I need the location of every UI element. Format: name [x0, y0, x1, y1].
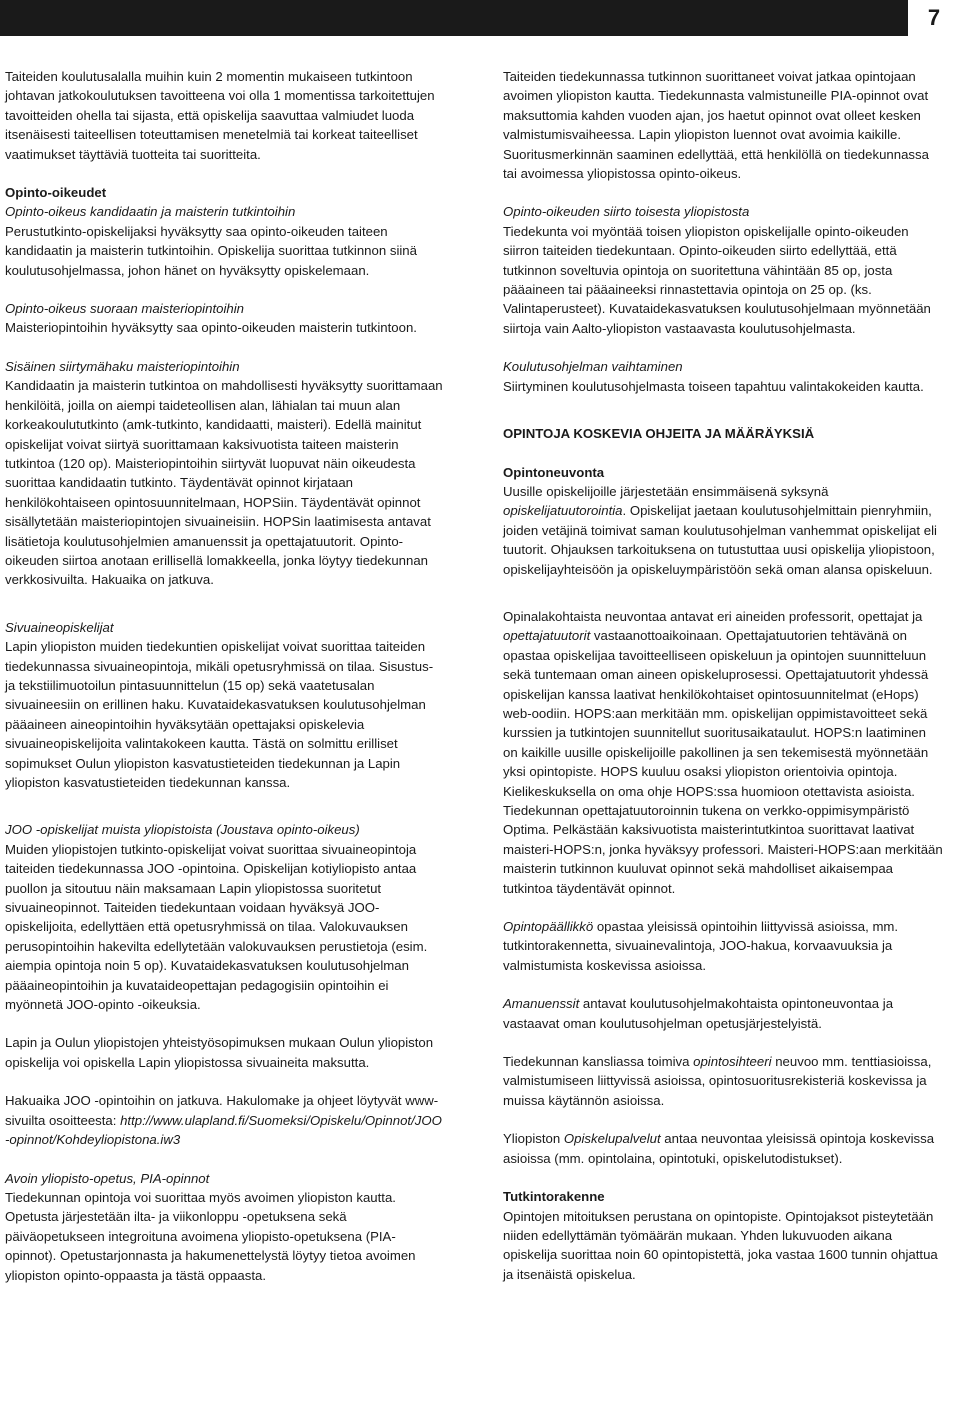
chief-paragraph	[503, 917, 943, 975]
open-heading: Avoin yliopisto-opetus, PIA-opinnot	[5, 1170, 210, 1186]
internal-text: Kandidaatin ja maisterin tutkintoa on mahdollisesti hyväksytty suorittamaan henkilöitä, joilla on aiempi taideteollisen alan, lähialan tai muun alan korkeakoulututkinto (amk-tutkinto, kandidaatti, maisteri). Edellä mainitut opiskelijat voivat siirtyä suorittamaan kaksivuotista taiteen maisterin tutkintoa (120 op). Maisteriopintoihin siirtyvät luopuvat näin oikeudesta suorittaa kandidaatin tutkinto. Täydentävät opinnot kirjataan henkilökohtaiseen opintosuunnitelmaan, HOPSiin. Täydentävät opinnot sisällytetään maisteriopintojen sivuaineisiin. HOPSin laatimisesta antavat lisätietoja koulutusohjelmien amanuenssit ja opettajatuutorit. Opinto-oikeuden siirtoa anotaan erillisellä lomakkeella, jonka löytyy tiedekunnan verkkosivuilta. Hakuaika on jatkuva.	[5, 378, 443, 588]
intro-paragraph: Taiteiden koulutusalalla muihin kuin 2 momentin mukaiseen tutkintoon johtavan jatkokoulutuksen tavoitteena voi olla 1 momentissa tarkoitettujen tavoitteiden ohella tai sijasta, että opiskelija saavuttaa valmiudet luoda itsenäisesti taiteellisen toteuttamisen menetelmiä tai korkeat taiteelliset vaatimukset täyttäviä tuotteita tai suoritteita.	[5, 69, 435, 162]
subject-guidance-paragraph	[503, 607, 943, 898]
internal-section	[5, 357, 445, 590]
chief-text: opastaa yleisissä opintoihin liittyvissä asioissa, mm. tutkintorakennetta, sivuainevalintoja, JOO-hakua, korvaavuuksia ja valmistumista koskevissa asioissa.	[503, 919, 899, 973]
change-text: Siirtyminen koulutusohjelmasta toiseen tapahtuu valintakokeiden kautta.	[503, 378, 924, 394]
subject-em: opettajatuutorit	[503, 628, 591, 644]
joo-heading: JOO -opiskelijat muista yliopistoista (Joustava opinto-oikeus)	[5, 822, 360, 838]
direct-heading: Opinto-oikeus suoraan maisteriopintoihin	[5, 301, 244, 317]
change-heading: Koulutusohjelman vaihtaminen	[503, 359, 683, 375]
direct-section	[5, 299, 445, 338]
structure-text: Opintojen mitoituksen perustana on opintopiste. Opintojaksot pisteytetään niiden edellyttämän työmäärän mukaan. Yhden lukuvuoden aikana opiskelija suorittaa noin 60 opintopistettä, joka vastaa 1600 tunnin ohjattua ja itsenäistä opiskelua.	[503, 1208, 938, 1282]
joo-section	[5, 820, 445, 1014]
services-text-b: antaa neuvontaa yleisissä opintoja koskevissa asioissa (mm. opintolaina, opintotuki, opiskelutodistukset).	[503, 1131, 935, 1166]
rights-subheading: Opinto-oikeus kandidaatin ja maisterin tutkintoihin	[5, 204, 296, 220]
header-bar	[0, 0, 960, 36]
minor-heading: Sivuaineopiskelijat	[5, 619, 114, 635]
guidance-text-a: Uusille opiskelijoille järjestetään ensimmäisenä syksynä	[503, 483, 829, 499]
services-text-a: Yliopiston	[503, 1131, 564, 1147]
transfer-section	[503, 202, 943, 338]
guidance-heading: Opintoneuvonta	[503, 464, 605, 480]
services-em: Opiskelupalvelut	[563, 1131, 661, 1147]
subject-text-a: Opinalakohtaista neuvontaa antavat eri aineiden professorit, opettajat ja	[503, 608, 923, 624]
minor-section	[5, 618, 445, 793]
guidance-text-b: . Opiskelijat jaetaan koulutusohjelmittain pienryhmiin, joiden vetäjinä toimivat saman koulutusohjelman vanhemmat opiskelijat eli tuutorit. Ohjauksen tarkoituksena on tutustuttaa uusi opiskelija yliopistoon, opiskelijayhteisöön ja opiskeluympäristöön sekä oman alansa opiskeluun.	[503, 503, 937, 577]
right-column	[503, 67, 943, 1284]
minor-text: Lapin yliopiston muiden tiedekuntien opiskelijat voivat suorittaa taiteiden tiedekunnassa sivuaineopintoja, mikäli opetusryhmissä on tilaa. Sisustus- ja tekstiilimuotoilun pintasuunnittelun (15 op) sekä vaatetusalan sivuaineesiin on erillinen haku. Kuvataidekasvatuksen koulutusohjelman pääaineen aineopintoihin hyväksytään opettajaksi opiskelevia sivuaineopiskelijoita valintakokeen kautta. Tästä on solmittu erilliset sopimukset Oulun yliopiston kasvatustieteiden tiedekunnan ja Lapin yliopiston kasvatustieteiden tiedekunnan kanssa.	[5, 639, 434, 790]
rights-heading: Opinto-oikeudet	[5, 185, 107, 201]
transfer-text: Tiedekunta voi myöntää toisen yliopiston opiskelijalle opinto-oikeuden siirron taiteiden tiedekuntaan. Opinto-oikeuden siirto edellyttää, että tutkinnon soveltuvia opintoja on suoritettuna vähintään 85 op, josta pääaineen tai pääaineeksi rinnastettavia opintoja on 25 op. (ks. Valintaperusteet). Kuvataidekasvatuksen koulutusohjelmaan myönnetään siirtoja vain Aalto-yliopiston vastaavasta koulutusohjelmasta.	[503, 223, 931, 336]
open-text: Tiedekunnan opintoja voi suorittaa myös avoimen yliopiston kautta. Opetusta järjestetään ilta- ja viikonloppu -opetuksena sekä päiväopetukseen integroituna avoimena yliopisto-opetuksena (PIA-opinnot). Opetustarjonnasta ja hakumenettelystä löytyy tietoa avoimen yliopiston opinto-oppaasta ja tästä oppaasta.	[5, 1189, 416, 1283]
secretary-paragraph	[503, 1052, 943, 1110]
secretary-em: opintosihteeri	[693, 1054, 772, 1070]
apply-text: Hakuaika JOO -opintoihin on jatkuva. Hakulomake ja ohjeet löytyvät www-sivuilta osoitteesta:	[5, 1093, 439, 1128]
amanuensis-em: Amanuenssit	[503, 996, 580, 1012]
chief-em: Opintopäällikkö	[503, 919, 594, 935]
transfer-heading: Opinto-oikeuden siirto toisesta yliopistosta	[503, 204, 750, 220]
services-paragraph	[503, 1129, 943, 1168]
amanuensis-paragraph	[503, 994, 943, 1033]
direct-text: Maisteriopintoihin hyväksytty saa opinto-oikeuden maisterin tutkintoon.	[5, 320, 417, 336]
left-column	[5, 67, 445, 1285]
amanuensis-text: antavat koulutusohjelmakohtaista opintoneuvontaa ja vastaavat oman koulutusohjelman opetusjärjestelyistä.	[503, 996, 894, 1031]
joo-text: Muiden yliopistojen tutkinto-opiskelijat voivat suorittaa sivuaineopintoja taiteiden tiedekunnassa JOO -opintoina. Opiskelijan kotiyliopisto antaa puollon ja sitoutuu näin maksamaan Lapin yliopistossa suoritetut sivuaineopinnot. Taiteiden tiedekuntaan voidaan hyväksyä JOO-opiskelijoita, edellyttäen että opetusryhmissä on tilaa. Valokuvauksen perusopintoihin hakevilta edellytetään valokuvauksen perustietoja (esim. aiempia opintoja noin 5 op). Kuvataidekasvatuksen koulutusohjelman pääaineopintoihin ja kuvataideopettajan pedagogisiin opintoihin ei myönnetä JOO-opinto -oikeuksia.	[5, 841, 428, 1013]
apply-url-link[interactable]: http://www.ulapland.fi/Suomeksi/Opiskelu/Opinnot/JOO-opinnot/Kohdeyliopistona.iw3	[5, 1112, 442, 1148]
page-number-box	[908, 0, 960, 36]
guidance-section	[503, 463, 943, 579]
open-section	[5, 1169, 445, 1285]
rights-section	[5, 183, 445, 280]
structure-section	[503, 1187, 943, 1284]
secretary-text-b: neuvoo mm. tenttiasioissa, valmistumiseen liittyvissä asioissa, opintosuoritusrekisteriä koskevissa ja muissa käytännön asioissa.	[503, 1054, 932, 1108]
internal-heading: Sisäinen siirtymähaku maisteriopintoihin	[5, 358, 240, 374]
open-continued-paragraph: Taiteiden tiedekunnassa tutkinnon suorittaneet voivat jatkaa opintojaan avoimen yliopiston kautta. Tiedekunnasta valmistuneille PIA-opinnot ovat maksuttomia kahden vuoden ajan, jos haetut opinnot ovat olleet kesken valmistumisvaiheessa. Lapin yliopiston luennot ovat avoimia kaikille. Suoritusmerkinnän saaminen edellyttää, että henkilöllä on tiedekunnassa tai avoimessa yliopistossa opinto-oikeus.	[503, 69, 929, 182]
change-section	[503, 357, 943, 396]
apply-paragraph	[5, 1091, 445, 1149]
oulu-paragraph: Lapin ja Oulun yliopistojen yhteistyösopimuksen mukaan Oulun yliopiston opiskelija voi opiskella Lapin yliopistossa sivuaineita maksutta.	[5, 1035, 434, 1070]
rights-text: Perustutkinto-opiskelijaksi hyväksytty saa opinto-oikeuden taiteen kandidaatin ja maisterin tutkintoihin. Opiskelija suorittaa tutkinnon siinä koulutusohjelmassa, johon hänet on hyväksytty opiskelemaan.	[5, 223, 417, 278]
secretary-text-a: Tiedekunnan kansliassa toimiva	[503, 1054, 694, 1070]
guidance-em: opiskelijatuutorointia	[503, 503, 623, 519]
rules-heading: OPINTOJA KOSKEVIA OHJEITA JA MÄÄRÄYKSIÄ	[503, 426, 815, 442]
page-number: 7	[927, 5, 941, 30]
structure-heading: Tutkintorakenne	[503, 1189, 605, 1205]
subject-text-b: vastaanottoaikoinaan. Opettajatuutorien tehtävänä on opastaa opiskelijaa tavoitteelliseen opiskeluun ja opintojen suunnitteluun sekä tuntemaan oman aineen opiskeluprosessi. Opettajatuutorit yhdessä opiskelijan kanssa laativat henkilökohtaiset opintosuunnitelmat (eHops) web-oodiin. HOPS:aan merkitään mm. opiskelijan oppimistavoitteet sekä kurssien ja tutkintojen suunnitellut suoritusaikataulut. HOPS:n laatiminen on kaikille uusille opiskelijoille pakollinen ja sen tekemisestä myönnetään yksi opintopiste. HOPS kuuluu osaksi yliopiston orientoivia opintoja. Kielikeskuksella on oma ohje HOPS:ssa huomioon otettavista asioista. Tiedekunnan opettajatuutoroinnin tukena on verkko-oppimisympäristö Optima. Pelkästään kaksivuotista maisterintutkintoa suorittavat laativat maisteri-HOPS:n, jonka hyväksyy professori. Maisteri-HOPS:aan merkitään maisterin tutkinnon kuuluvat opinnot sekä mahdolliset aikaisempaa tutkintoa täydentävät opinnot.	[503, 628, 943, 896]
